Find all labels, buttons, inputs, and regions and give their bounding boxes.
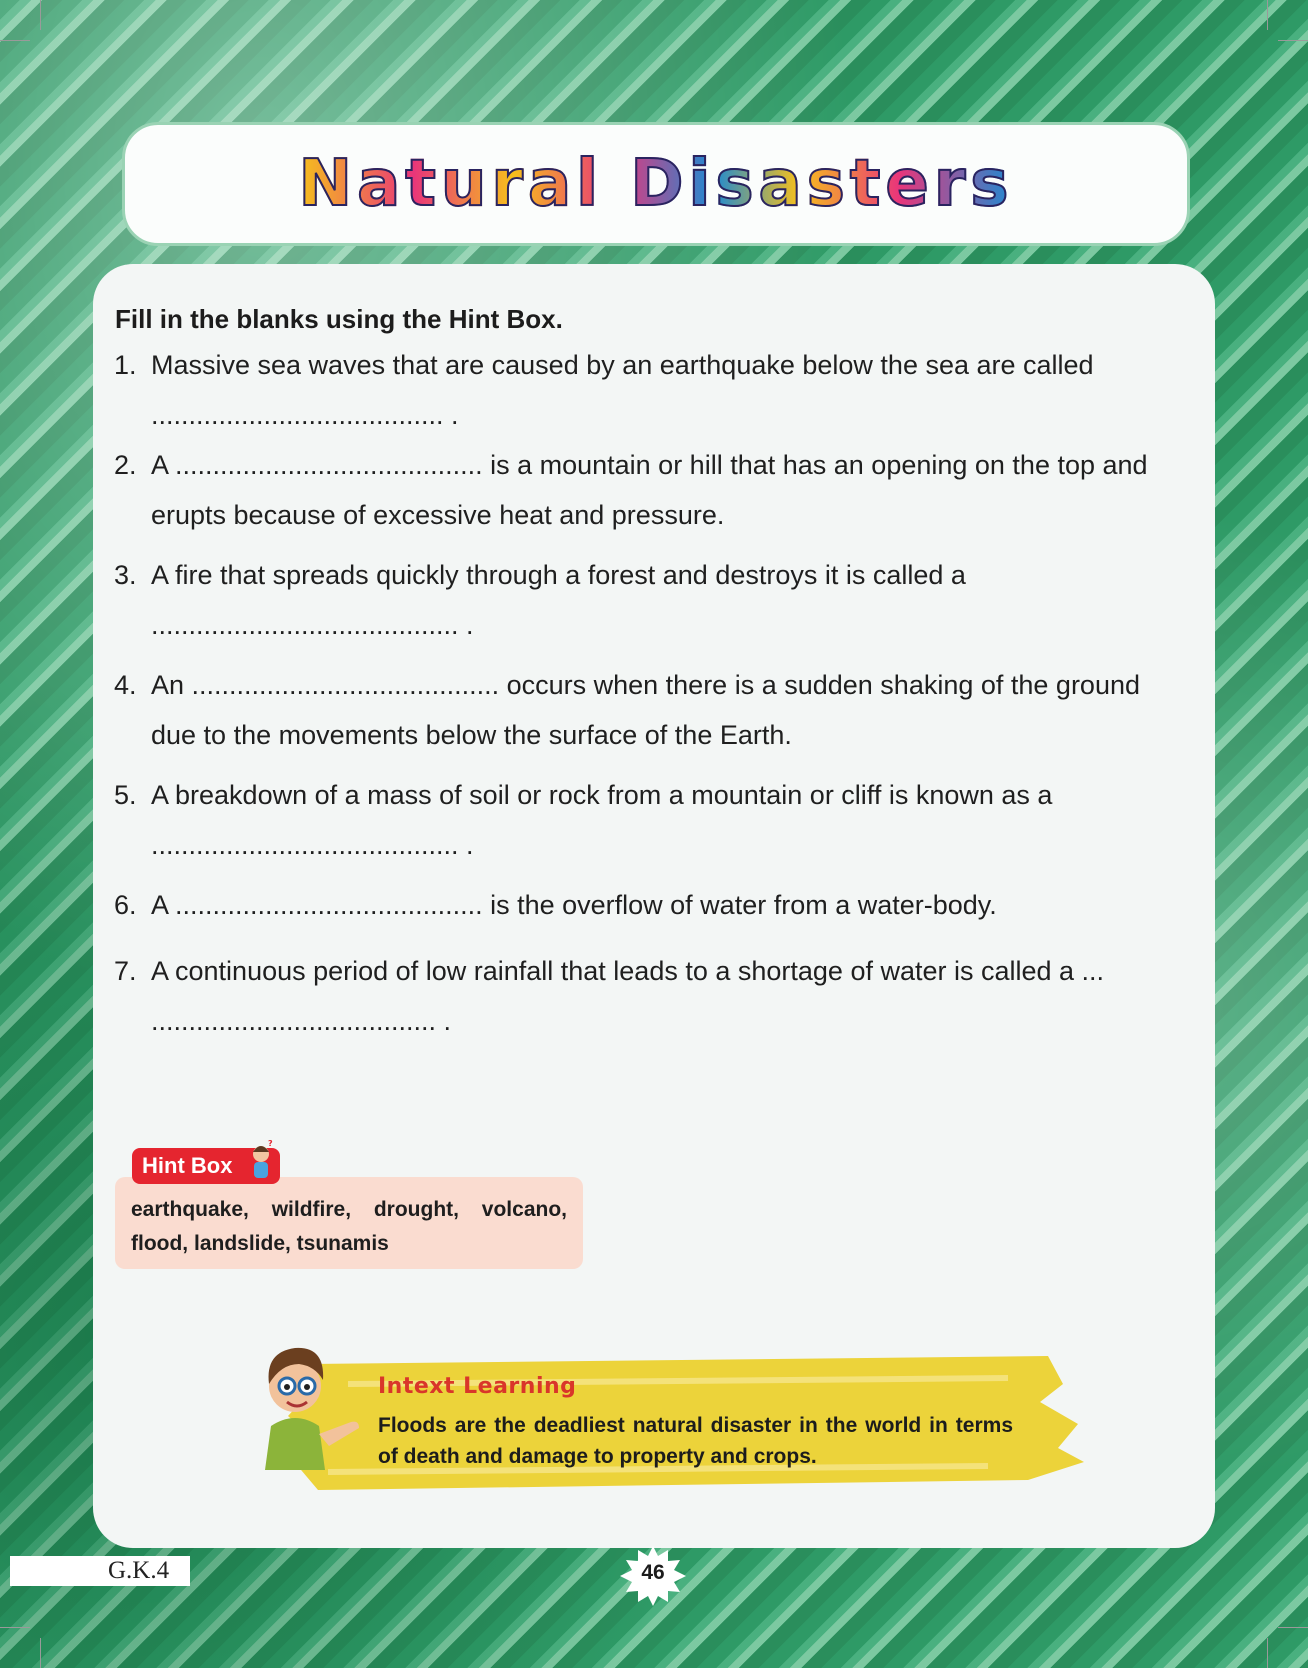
question-text: A fire that spreads quickly through a forest and destroys it is called a [151,560,966,590]
question-text: A ......................................... is the overflow of water from a water-body. [151,890,997,920]
question-number: 5. [114,780,137,810]
question-number: 1. [114,350,137,380]
question-text: Massive sea waves that are caused by an earthquake below the sea are called [151,350,1094,380]
question-text: A ......................................... is a mountain or hill that has an opening on the top and [151,450,1148,480]
question-item [114,946,1204,1046]
question-text: An ......................................... occurs when there is a sudden shaking of the ground [151,670,1140,700]
intext-learning-body: Floods are the deadliest natural disaster in the world in terms of death and damage to property and crops. [378,1414,1013,1468]
question-item [114,660,1204,760]
page-number: 46 [641,1561,665,1584]
question-blank: ......................................... . [151,610,474,640]
question-item [114,340,1204,440]
crop-mark [1267,0,1268,30]
question-blank: ...................................... . [151,1006,452,1036]
question-blank: ......................................... . [151,830,474,860]
crop-mark [0,1627,30,1628]
hint-box-title: Hint Box [142,1153,233,1178]
question-number: 4. [114,670,137,700]
crop-mark [0,40,30,41]
svg-text:?: ? [268,1140,273,1148]
thinking-kid-icon [248,1140,274,1180]
title-banner [122,122,1190,246]
intext-learning-title: Intext Learning [378,1374,577,1399]
question-item [114,550,1204,650]
hint-box: earthquake, wildfire, drought, volcano, flood, landslide, tsunamis [115,1177,583,1269]
question-number: 3. [114,560,137,590]
crop-mark [1278,1627,1308,1628]
instruction-text: Fill in the blanks using the Hint Box. [115,304,563,334]
crop-mark [40,1638,41,1668]
hint-box-label [132,1140,280,1184]
boy-mascot-icon [255,1330,375,1470]
question-item [114,770,1204,870]
question-number: 2. [114,450,137,480]
question-item [114,880,1204,930]
question-number: 6. [114,890,137,920]
question-text: A breakdown of a mass of soil or rock from a mountain or cliff is known as a [151,780,1053,810]
question-blank: ....................................... . [151,400,459,430]
book-code: G.K.4 [10,1556,190,1586]
page-title: Natural Disasters [298,147,1014,221]
question-text-continued: due to the movements below the surface of the Earth. [151,720,792,750]
crop-mark [40,0,41,30]
question-text: A continuous period of low rainfall that leads to a shortage of water is called a ... [151,956,1105,986]
question-number: 7. [114,956,137,986]
crop-mark [1267,1638,1268,1668]
question-text-continued: erupts because of excessive heat and pressure. [151,500,725,530]
question-item [114,440,1204,540]
crop-mark [1278,40,1308,41]
